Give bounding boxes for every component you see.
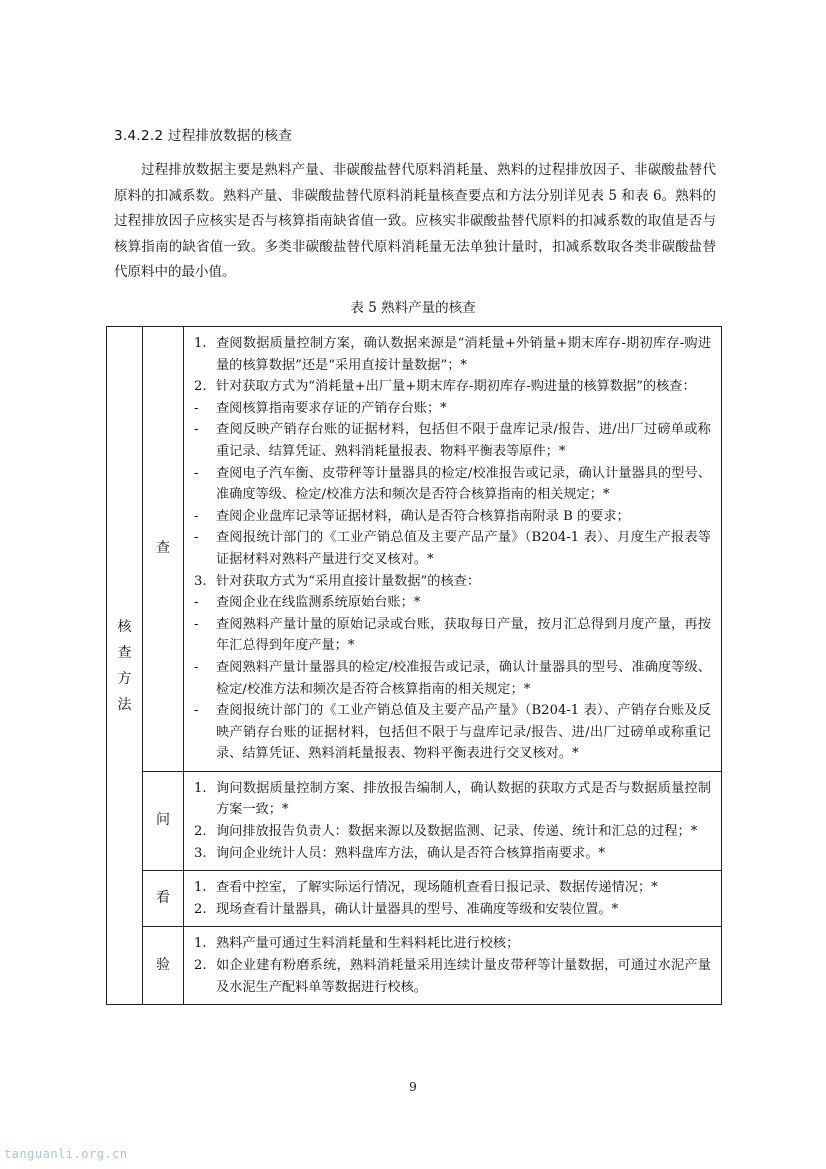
list-item-marker: -: [194, 616, 199, 632]
list-item-text: 如企业建有粉磨系统，熟料消耗量采用连续计量皮带秤等计量数据，可通过水泥产量及水泥生产配料单等数据进行校核。: [216, 958, 711, 995]
list-item-text: 查阅熟料产量计量器具的检定/校准报告或记录，确认计量器具的型号、准确度等级、检定/校准方法和频次是否符合核算指南的相关规定；*: [216, 659, 711, 697]
list-item-marker: 1.: [194, 780, 207, 796]
list-item: [190, 419, 711, 462]
method-label-char: 方: [117, 670, 132, 687]
list-item-text: 询问数据质量控制方案、排放报告编制人，确认数据的获取方式是否与数据质量控制方案一致；*: [216, 780, 711, 818]
list-item-text: 查阅熟料产量计量的原始记录或台账，获取每日产量，按月汇总得到月度产量，再按年汇总得到年度产量；*: [216, 616, 711, 654]
list-item-marker: 1.: [194, 336, 207, 351]
section-heading: 3.4.2.2 过程排放数据的核查: [114, 128, 293, 144]
list-item-text: 查阅报统计部门的《工业产销总值及主要产品产量》（B204-1 表）、产销存台账及反映产销存台账的证据材料，包括但不限于与盘库记录/报告、进/出厂过磅单或称重记录、结算凭证、熟料消耗量报表、物料平衡表进行交叉核对。*: [216, 703, 711, 762]
list-item-text: 熟料产量可通过生料消耗量和生料料耗比进行校核；: [216, 936, 520, 952]
list-item-marker: -: [194, 465, 199, 481]
list-item-marker: 2.: [194, 958, 207, 974]
list-item-marker: -: [194, 703, 199, 719]
list-item: [190, 333, 711, 376]
list-item-text: 查阅报统计部门的《工业产销总值及主要产品产量》（B204-1 表）、月度生产报表等证据材料对熟料产量进行交叉核对。*: [216, 530, 711, 567]
method-label-char: 查: [117, 644, 132, 661]
method-label: [118, 614, 132, 718]
list-item-text: 针对获取方式为“消耗量+出厂量+期末库存-期初库存-购进量的核算数据”的核查：: [216, 379, 696, 395]
list-item-marker: -: [194, 530, 199, 546]
body-paragraph: 过程排放数据主要是熟料产量、非碳酸盐替代原料消耗量、熟料的过程排放因子、非碳酸盐替代原料的扣减系数。熟料产量、非碳酸盐替代原料消耗量核查要点和方法分别详见表 5 和表 6。熟料的过程排放因子应核实是否与核算指南缺省值一致。应核实非碳酸盐替代原料的扣减系数的取值是否与核算指南的缺省值一致。多类非碳酸盐替代原料消耗量无法单独计量时，扣减系数取各类非碳酸盐替代原料中的最小值。: [114, 162, 716, 280]
list-item: [190, 843, 711, 865]
list-item-marker: 1.: [194, 936, 207, 952]
list-item-text: 查阅企业盘库记录等证据材料，确认是否符合核算指南附录 B 的要求；: [216, 508, 630, 524]
verification-table: [106, 326, 722, 1005]
list-item-text: 询问企业统计人员：熟料盘库方法，确认是否符合核算指南要求。*: [216, 845, 606, 861]
list-item: [190, 700, 711, 765]
items-cell: [184, 771, 722, 870]
list-item-marker: -: [194, 508, 199, 524]
list-item-marker: 2.: [194, 379, 207, 395]
list-item: [190, 614, 711, 657]
category-cell: 看: [143, 871, 184, 927]
list-item: [190, 398, 711, 420]
method-label-char: 核: [117, 618, 132, 635]
items-cell: [184, 327, 722, 772]
list-item-text: 查阅反映产销存台账的证据材料，包括但不限于盘库记录/报告、进/出厂过磅单或称重记录、结算凭证、熟料消耗量报表、物料平衡表等原件；*: [216, 422, 711, 459]
items-cell: [184, 927, 722, 1005]
list-item-text: 查看中控室，了解实际运行情况，现场随机查看日报记录、数据传递情况；*: [216, 880, 658, 896]
list-item: [190, 778, 711, 821]
method-label-char: 法: [117, 696, 132, 713]
category-cell: 验: [143, 927, 184, 1005]
list-item-marker: -: [194, 400, 199, 416]
verification-table-body: [107, 327, 722, 1005]
list-item-marker: 2.: [194, 824, 207, 840]
list-item-text: 查阅企业在线监测系统原始台账；*: [216, 595, 421, 611]
list-item: [190, 955, 711, 998]
list-item-text: 查阅数据质量控制方案，确认数据来源是“消耗量+外销量+期末库存-期初库存-购进量的核算数据”还是“采用直接计量数据”；*: [216, 336, 711, 373]
list-item-text: 现场查看计量器具，确认计量器具的型号、准确度等级和安装位置。*: [216, 901, 619, 917]
list-item-text: 询问排放报告负责人：数据来源以及数据监测、记录、传递、统计和汇总的过程；*: [216, 824, 698, 840]
list-item-marker: 3.: [194, 573, 207, 589]
list-item-text: 查阅电子汽车衡、皮带秤等计量器具的检定/校准报告或记录，确认计量器具的型号、准确度等级、检定/校准方法和频次是否符合核算指南的相关规定；*: [216, 465, 711, 503]
list-item-text: 针对获取方式为“采用直接计量数据”的核查：: [216, 573, 481, 589]
list-item: [190, 506, 711, 528]
list-item-marker: -: [194, 595, 199, 611]
table-caption: 表 5 熟料产量的核查: [350, 300, 476, 316]
list-item: [190, 877, 711, 899]
page-number: 9: [409, 1080, 417, 1094]
list-item: [190, 821, 711, 843]
category-cell: 查: [143, 327, 184, 772]
table-row: [107, 927, 722, 1005]
method-label-cell: [107, 327, 143, 1005]
list-item: [190, 571, 711, 593]
list-item-text: 查阅核算指南要求存证的产销存台账；*: [216, 400, 447, 416]
list-item: [190, 463, 711, 506]
list-item: [190, 527, 711, 570]
list-item-marker: 1.: [194, 880, 207, 896]
category-cell: 问: [143, 771, 184, 870]
watermark: tanguanli.org.cn: [4, 1147, 128, 1161]
list-item-marker: -: [194, 659, 199, 675]
list-item: [190, 933, 711, 955]
list-item: [190, 376, 711, 398]
list-item: [190, 592, 711, 614]
table-row: [107, 771, 722, 870]
table-row: [107, 327, 722, 772]
table-row: [107, 871, 722, 927]
list-item-marker: 2.: [194, 901, 207, 917]
list-item: [190, 657, 711, 700]
list-item: [190, 899, 711, 921]
list-item-marker: 3.: [194, 845, 207, 861]
list-item-marker: -: [194, 422, 199, 438]
items-cell: [184, 871, 722, 927]
